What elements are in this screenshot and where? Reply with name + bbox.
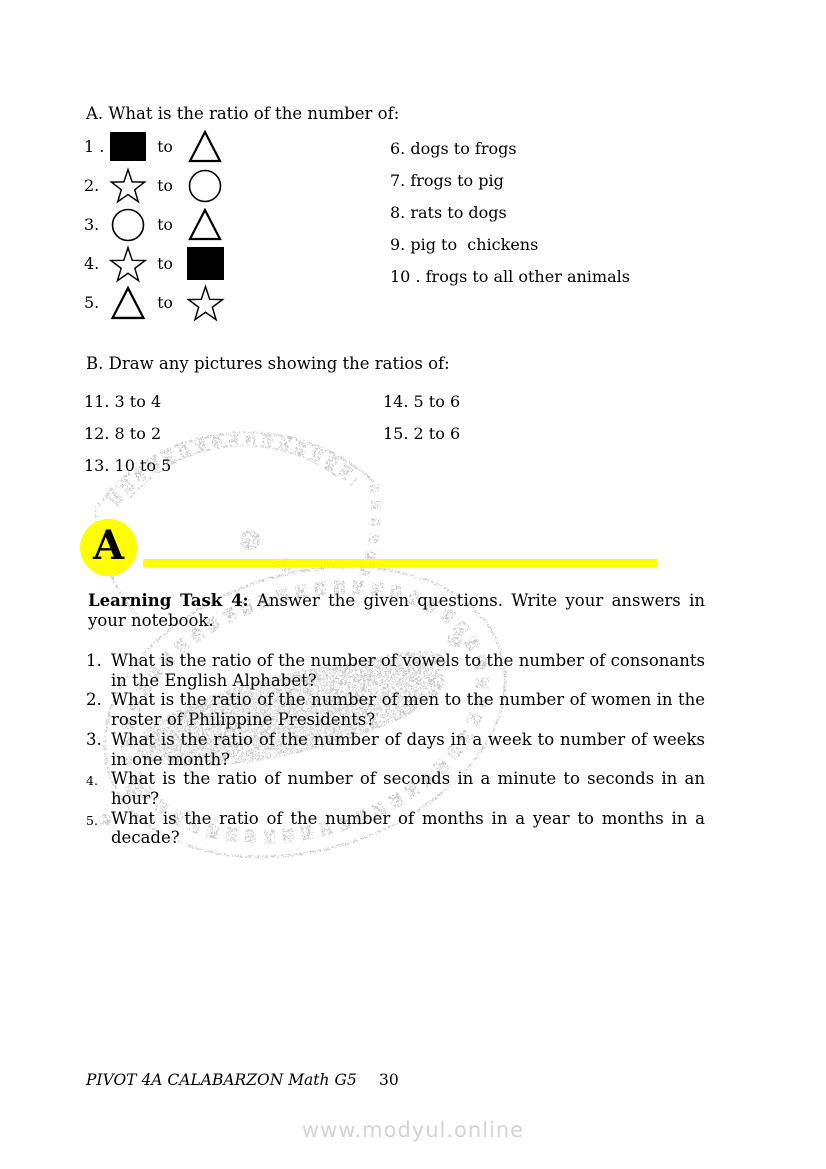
- list-item: 6. dogs to frogs: [390, 139, 517, 158]
- question-text: What is the ratio of the number of months in a year to months in a decade?: [111, 808, 705, 848]
- ratio-list-right: [383, 386, 603, 450]
- badge-letter: A: [92, 521, 125, 569]
- animal-ratio-list: [390, 133, 710, 293]
- shape-ratio-list: [84, 127, 384, 322]
- shape-ratio-item: [84, 166, 384, 205]
- list-item: 12. 8 to 2: [84, 424, 162, 443]
- shape-ratio-item: [84, 283, 384, 322]
- shape-ratio-item: [84, 205, 384, 244]
- item-number: 3.: [84, 215, 100, 234]
- question-item: [86, 690, 705, 729]
- list-item: 14. 5 to 6: [383, 392, 461, 411]
- list-item: 10 . frogs to all other animals: [390, 267, 630, 286]
- to-label: to: [157, 137, 173, 156]
- item-number: 1 .: [84, 137, 105, 156]
- star-icon: [108, 167, 148, 204]
- ratio-list-left: [84, 386, 304, 482]
- question-item: [86, 651, 705, 690]
- list-item: 11. 3 to 4: [84, 392, 162, 411]
- black-square-icon: [110, 132, 146, 161]
- footer-book-title: PIVOT 4A CALABARZON Math G5: [86, 1071, 357, 1089]
- triangle-icon: [188, 130, 222, 163]
- to-label: to: [157, 254, 173, 273]
- learning-task-text: Answer the given questions. Write your answers in your notebook.: [88, 591, 705, 630]
- list-item: 8. rats to dogs: [390, 203, 507, 222]
- question-number: 3.: [86, 729, 102, 749]
- star-icon: [184, 284, 227, 322]
- circle-icon: [188, 169, 222, 203]
- learning-task-label: Learning Task 4:: [88, 591, 249, 610]
- black-square-icon: [187, 247, 224, 280]
- section-a-title: A. What is the ratio of the number of:: [86, 104, 400, 123]
- section-a-badge: [80, 519, 137, 576]
- page-number: 30: [379, 1071, 399, 1089]
- question-text: What is the ratio of the number of men to the number of women in the roster of Philippine Presidents?: [111, 690, 705, 730]
- list-item: 9. pig to chickens: [390, 235, 539, 254]
- to-label: to: [157, 293, 173, 312]
- item-number: 2.: [84, 176, 100, 195]
- to-label: to: [157, 176, 173, 195]
- circle-icon: [111, 208, 145, 242]
- question-number: 1.: [86, 651, 102, 670]
- triangle-icon: [188, 208, 222, 241]
- question-number: 2.: [86, 690, 102, 710]
- question-text: What is the ratio of number of seconds in a minute to seconds in an hour?: [111, 769, 705, 808]
- question-list: [86, 651, 705, 848]
- question-text: What is the ratio of the number of days in a week to number of weeks in one month?: [111, 729, 705, 769]
- star-icon: [107, 245, 149, 283]
- triangle-icon: [110, 286, 146, 320]
- question-number: 5.: [86, 812, 98, 828]
- question-text: What is the ratio of the number of vowels to the number of consonants in the English Alphabet?: [111, 651, 705, 690]
- list-item: 13. 10 to 5: [84, 456, 172, 475]
- list-item: 7. frogs to pig: [390, 171, 504, 190]
- list-item: 15. 2 to 6: [383, 424, 461, 443]
- question-item: [86, 730, 705, 769]
- shape-ratio-item: [84, 127, 384, 166]
- divider-rule: [143, 559, 657, 567]
- to-label: to: [157, 215, 173, 234]
- shape-ratio-item: [84, 244, 384, 283]
- learning-task: [88, 591, 705, 630]
- question-item: [86, 769, 705, 808]
- item-number: 5.: [84, 293, 100, 312]
- section-b-title: B. Draw any pictures showing the ratios of:: [86, 354, 450, 373]
- question-number: 4.: [86, 773, 98, 789]
- site-watermark: www.modyul.online: [301, 1118, 525, 1142]
- item-number: 4.: [84, 254, 100, 273]
- question-item: [86, 809, 705, 848]
